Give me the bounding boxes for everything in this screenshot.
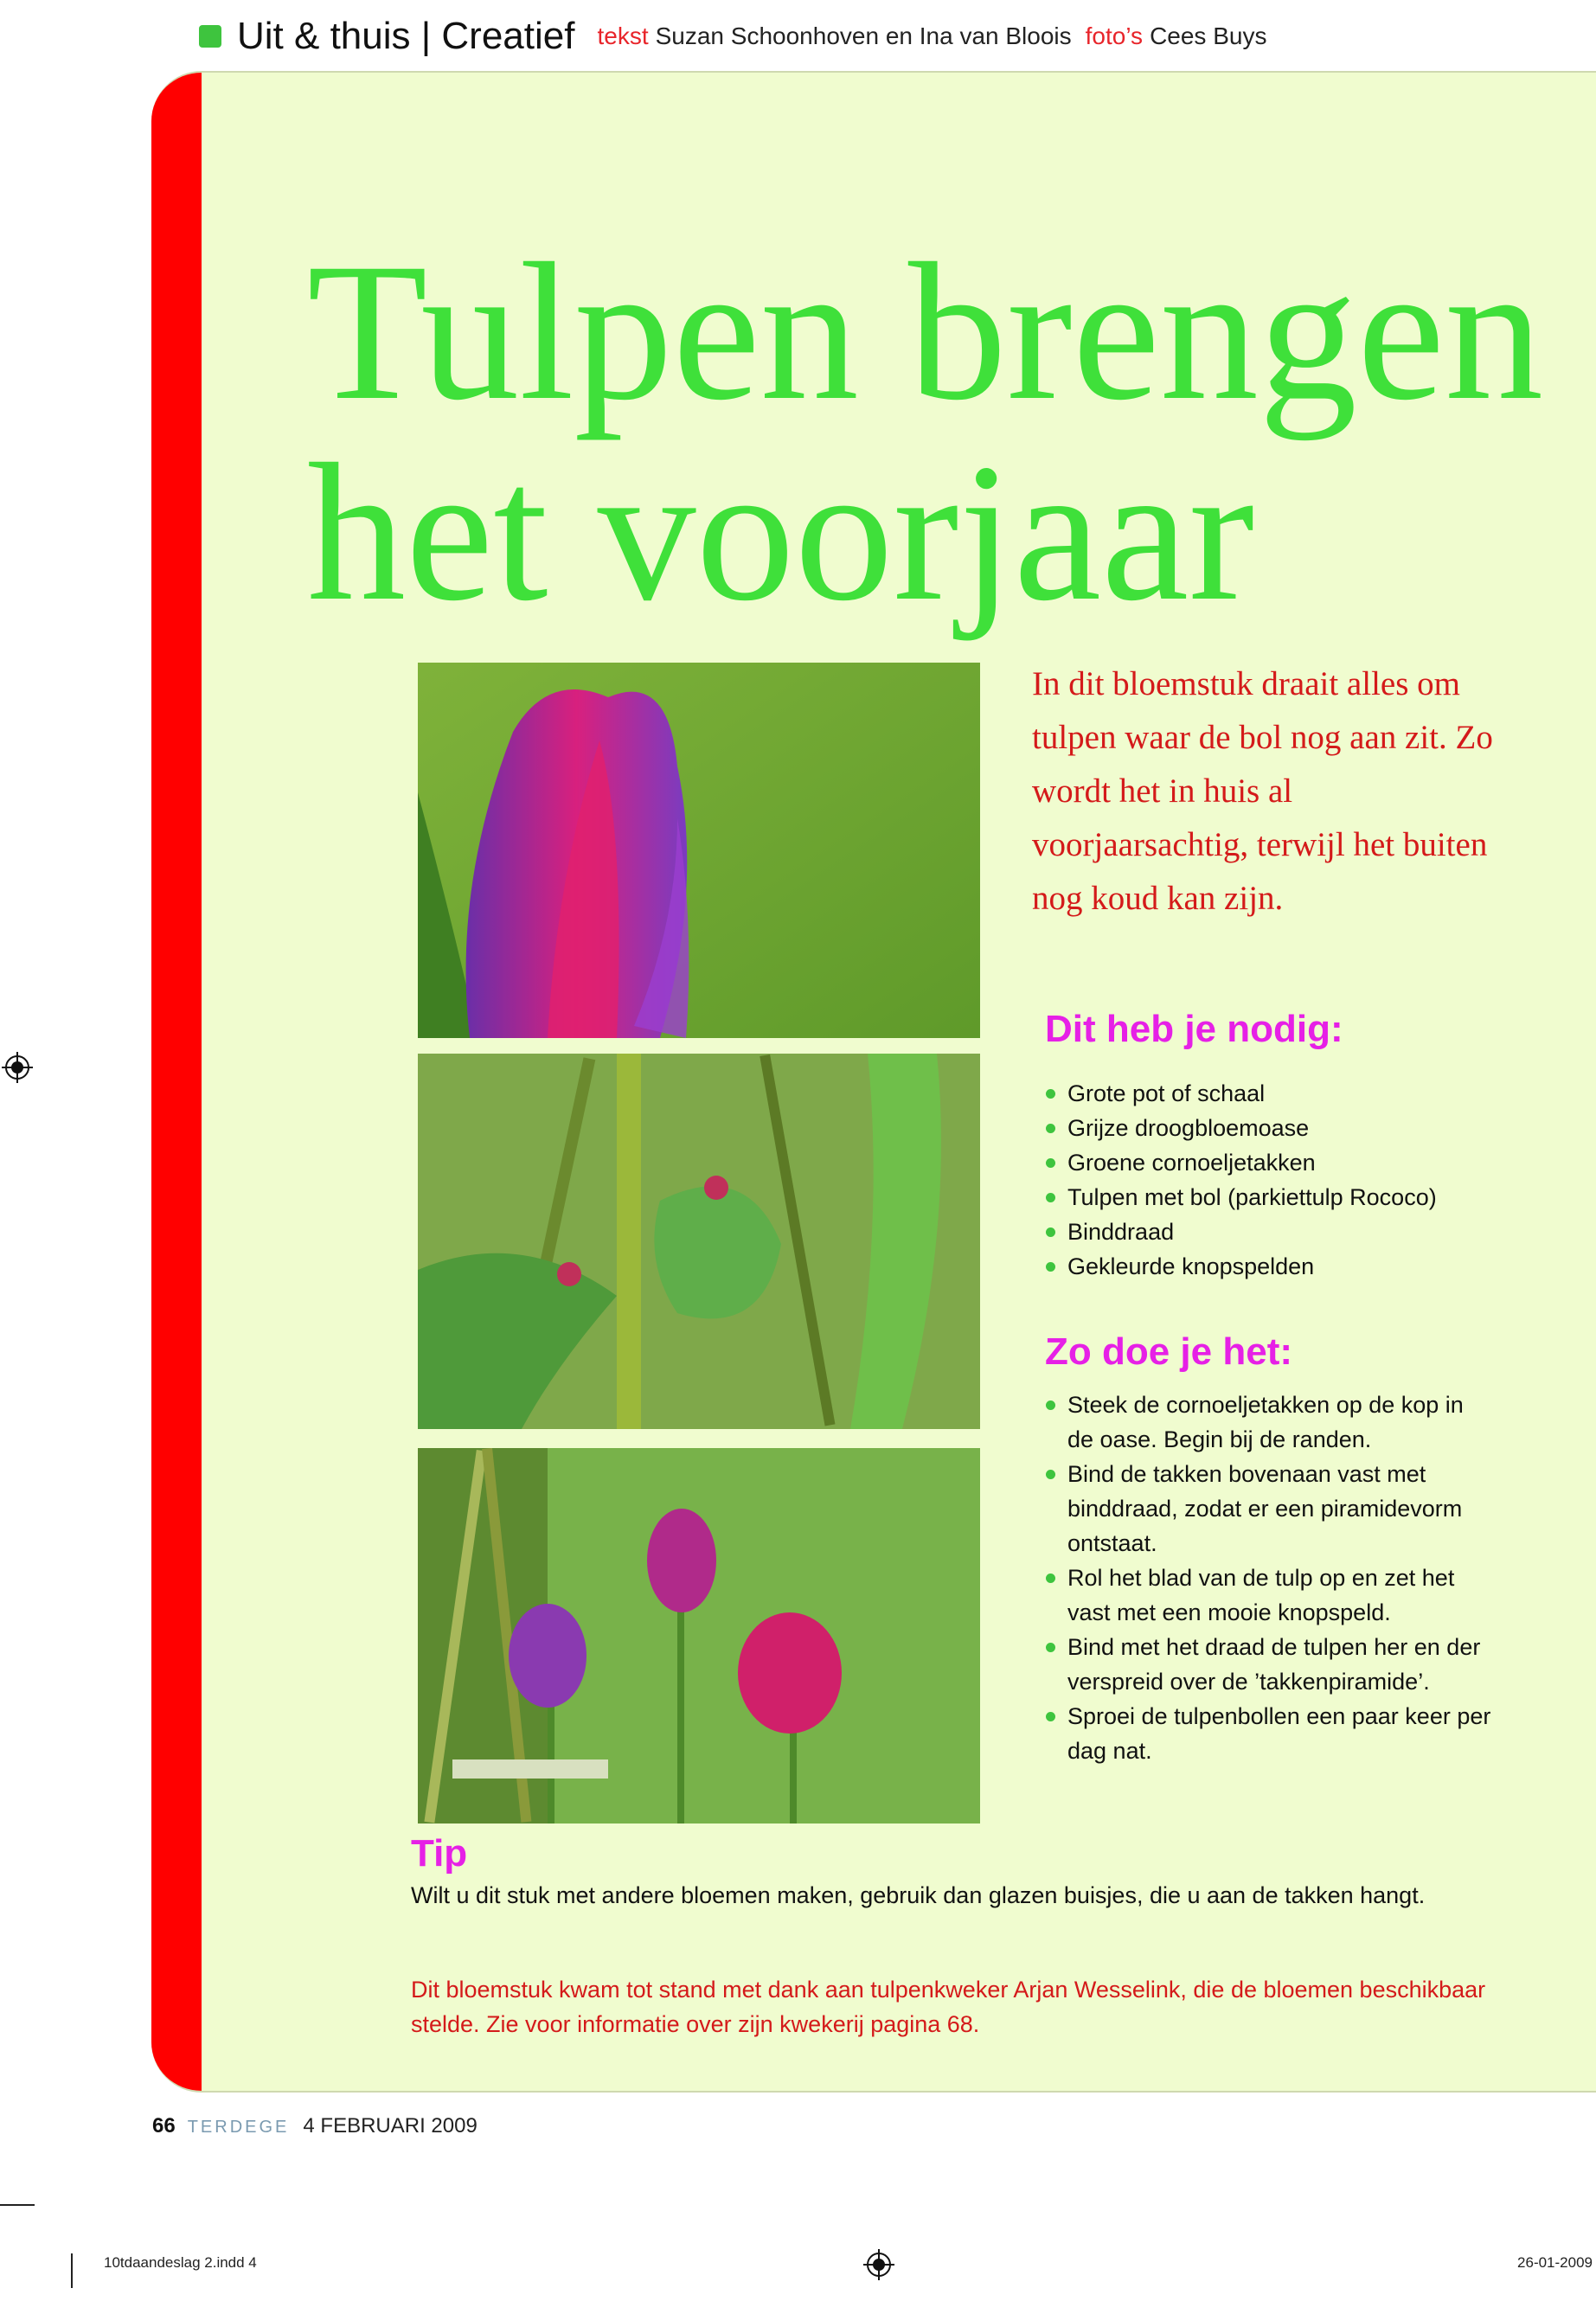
page-footer xyxy=(152,2114,478,2138)
list-item: Sproei de tulpenbollen een paar keer per dag nat. xyxy=(1045,1699,1495,1768)
text-credit-authors: Suzan Schoonhoven en Ina van Bloois xyxy=(655,22,1072,49)
steps-heading: Zo doe je het: xyxy=(1045,1330,1292,1373)
slug-date: 26-01-2009 xyxy=(1517,2254,1593,2271)
page-number: 66 xyxy=(152,2114,176,2138)
section-label: Uit & thuis | Creatief xyxy=(237,15,575,57)
list-item: Rol het blad van de tulp op en zet het vast met een mooie knopspeld. xyxy=(1045,1561,1495,1630)
tip-heading: Tip xyxy=(411,1832,468,1875)
red-side-bar xyxy=(151,73,202,2091)
list-item: Bind de takken bovenaan vast met binddraad, zodat er een piramidevorm ontstaat. xyxy=(1045,1457,1495,1561)
list-item: Bind met het draad de tulpen her en der verspreid over de ’takkenpiramide’. xyxy=(1045,1630,1495,1699)
intro-paragraph: In dit bloemstuk draait alles om tulpen waar de bol nog aan zit. Zo wordt het in huis al voorjaarsachtig, terwijl het buiten nog koud kan zijn. xyxy=(1032,665,1493,917)
photo-rolled-leaves xyxy=(418,1054,980,1429)
section-marker-icon xyxy=(199,25,221,48)
tip-text: Wilt u dit stuk met andere bloemen maken, gebruik dan glazen buisjes, die u aan de takken hangt. xyxy=(411,1882,1426,1908)
crop-mark xyxy=(0,2204,35,2206)
title-line-2: het voorjaar xyxy=(307,424,1255,642)
list-item: Binddraad xyxy=(1045,1215,1529,1249)
photo-credit-label: foto’s xyxy=(1085,22,1144,49)
registration-mark-icon xyxy=(863,2249,894,2280)
photo-tulip-pyramid xyxy=(418,1448,980,1823)
list-item: Steek de cornoeljetakken op de kop in de oase. Begin bij de randen. xyxy=(1045,1388,1495,1457)
list-item: Grote pot of schaal xyxy=(1045,1076,1529,1111)
article-title xyxy=(307,223,1587,642)
needs-list xyxy=(1045,1076,1529,1284)
registration-mark-icon xyxy=(2,1052,33,1083)
list-item: Tulpen met bol (parkiettulp Rococo) xyxy=(1045,1180,1529,1215)
title-line-1: Tulpen brengen xyxy=(307,223,1544,441)
magazine-name: TERDEGE xyxy=(187,2118,290,2137)
list-item: Grijze droogbloemoase xyxy=(1045,1111,1529,1145)
photo-tulip-closeup xyxy=(418,663,980,1038)
text-credit-label: tekst xyxy=(597,22,649,49)
list-item: Groene cornoeljetakken xyxy=(1045,1145,1529,1180)
issue-date: 4 FEBRUARI 2009 xyxy=(303,2114,478,2138)
crop-mark xyxy=(71,2253,73,2288)
list-item: Gekleurde knopspelden xyxy=(1045,1249,1529,1284)
slug-file-name: 10tdaandeslag 2.indd 4 xyxy=(104,2254,257,2271)
steps-list xyxy=(1045,1388,1495,1768)
needs-heading: Dit heb je nodig: xyxy=(1045,1008,1343,1050)
acknowledgement-note: Dit bloemstuk kwam tot stand met dank aan tulpenkweker Arjan Wesselink, die de bloemen beschikbaar stelde. Zie voor informatie over zijn kwekerij pagina 68. xyxy=(411,1977,1486,2037)
page-header xyxy=(199,10,1280,62)
photo-credit-name: Cees Buys xyxy=(1150,22,1267,49)
